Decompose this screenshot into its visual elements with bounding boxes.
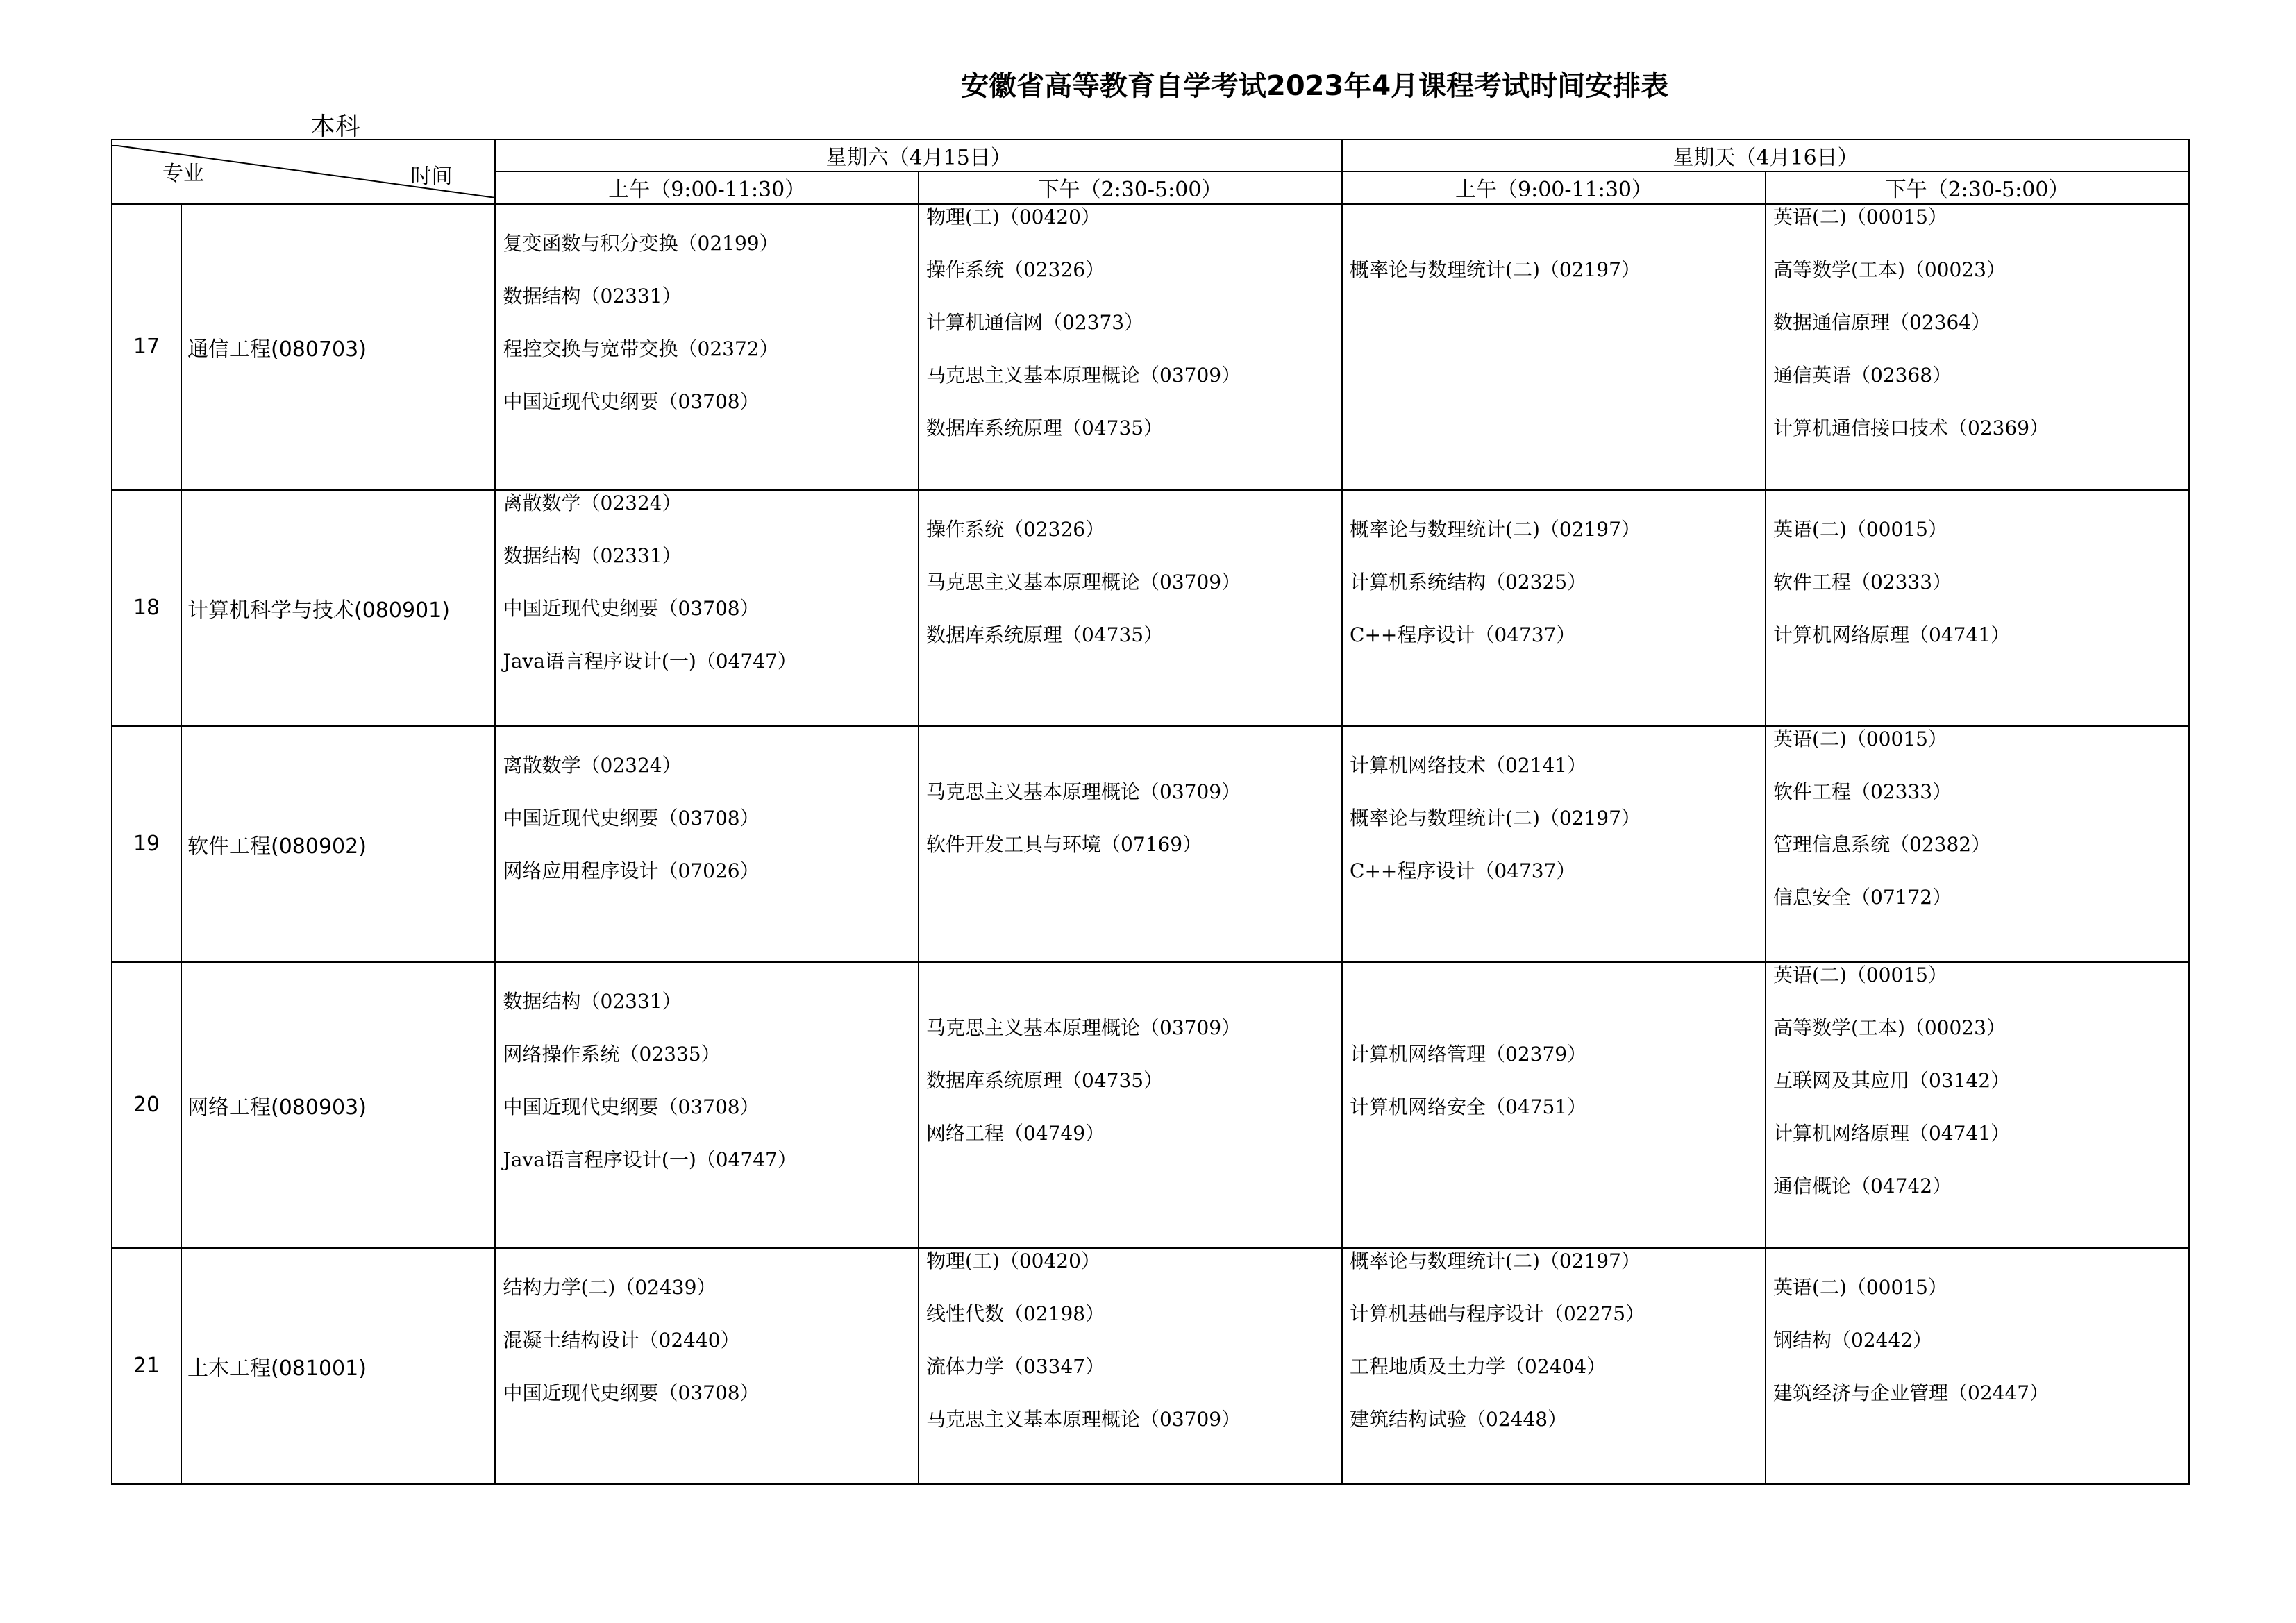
course-item: 操作系统（02326） <box>926 517 1105 541</box>
slot-cell-sat-pm <box>919 204 1342 490</box>
slot-cell-sun-pm <box>1766 1248 2189 1484</box>
corner-label-major: 专业 <box>162 162 204 187</box>
course-list <box>1766 949 2188 1213</box>
course-item: 网络操作系统（02335） <box>503 1042 721 1066</box>
page-title: 安徽省高等教育自学考试2023年4月课程考试时间安排表 <box>961 70 1669 102</box>
slot-cell-sat-am <box>495 490 919 726</box>
course-item: 高等数学(工本)（00023） <box>1773 1016 2006 1039</box>
course-list <box>1766 191 2188 455</box>
course-list <box>1343 244 1765 296</box>
row-number: 20 <box>112 962 181 1248</box>
course-item: 钢结构（02442） <box>1773 1328 1933 1352</box>
slot-cell-sun-am <box>1342 1248 1766 1484</box>
slot-header-sun-pm: 下午（2:30-5:00） <box>1766 171 2189 204</box>
course-list <box>919 191 1341 455</box>
course-item: 计算机基础与程序设计（02275） <box>1350 1302 1645 1325</box>
course-item: 英语(二)（00015） <box>1773 1275 1947 1299</box>
course-item: 英语(二)（00015） <box>1773 517 1947 541</box>
slot-cell-sun-am <box>1342 490 1766 726</box>
course-item: 结构力学(二)（02439） <box>503 1275 717 1299</box>
course-item: C++程序设计（04737） <box>1350 623 1576 646</box>
course-list <box>919 503 1341 662</box>
course-item: 通信概论（04742） <box>1773 1174 1952 1197</box>
course-item: 计算机通信网（02373） <box>926 311 1144 334</box>
day-header-sunday: 星期天（4月16日） <box>1342 140 2189 171</box>
course-item: Java语言程序设计(一)（04747） <box>503 1147 797 1171</box>
course-item: 程控交换与宽带交换（02372） <box>503 337 779 360</box>
course-item: 概率论与数理统计(二)（02197） <box>1350 806 1641 830</box>
course-item: 建筑经济与企业管理（02447） <box>1773 1381 2050 1404</box>
schedule-table <box>111 139 2190 1485</box>
header-row-days <box>112 140 2189 171</box>
slot-cell-sat-am <box>495 1248 919 1484</box>
course-item: 中国近现代史纲要（03708） <box>503 596 760 620</box>
course-item: 高等数学(工本)（00023） <box>1773 258 2006 281</box>
course-item: 计算机网络安全（04751） <box>1350 1095 1587 1118</box>
row-number: 18 <box>112 490 181 726</box>
major-name: 网络工程(080903) <box>181 962 495 1248</box>
course-item: 概率论与数理统计(二)（02197） <box>1350 1249 1641 1272</box>
slot-header-sat-am: 上午（9:00-11:30） <box>495 171 919 204</box>
slot-cell-sat-pm <box>919 1248 1342 1484</box>
course-item: 数据结构（02331） <box>503 285 682 308</box>
row-number: 21 <box>112 1248 181 1484</box>
course-item: 网络工程（04749） <box>926 1121 1105 1145</box>
table-row <box>112 962 2189 1248</box>
course-item: 软件开发工具与环境（07169） <box>926 832 1203 856</box>
course-item: 计算机网络管理（02379） <box>1350 1042 1587 1066</box>
course-item: 物理(工)（00420） <box>926 205 1100 228</box>
course-item: 操作系统（02326） <box>926 258 1105 281</box>
slot-cell-sat-am <box>495 726 919 962</box>
slot-header-sat-pm: 下午（2:30-5:00） <box>919 171 1342 204</box>
slot-cell-sat-pm <box>919 962 1342 1248</box>
slot-cell-sat-am <box>495 962 919 1248</box>
corner-label-time: 时间 <box>410 165 453 190</box>
course-list <box>1343 739 1765 898</box>
course-item: 计算机网络技术（02141） <box>1350 753 1587 777</box>
course-item: 通信英语（02368） <box>1773 364 1952 387</box>
course-item: 复变函数与积分变换（02199） <box>503 232 779 255</box>
row-number: 19 <box>112 726 181 962</box>
major-name: 土木工程(081001) <box>181 1248 495 1484</box>
major-name: 计算机科学与技术(080901) <box>181 490 495 726</box>
course-item: 网络应用程序设计（07026） <box>503 859 760 882</box>
course-list <box>919 1002 1341 1160</box>
slot-cell-sun-pm <box>1766 490 2189 726</box>
slot-header-sun-am: 上午（9:00-11:30） <box>1342 171 1766 204</box>
slot-cell-sun-am <box>1342 962 1766 1248</box>
course-list <box>496 477 919 688</box>
course-list <box>496 1261 919 1420</box>
row-number: 17 <box>112 204 181 490</box>
course-list <box>1343 1235 1765 1446</box>
course-list <box>1766 503 2188 662</box>
course-item: 数据通信原理（02364） <box>1773 311 1991 334</box>
day-header-saturday: 星期六（4月15日） <box>495 140 1342 171</box>
slot-cell-sun-am <box>1342 726 1766 962</box>
course-item: 数据库系统原理（04735） <box>926 623 1164 646</box>
course-item: 英语(二)（00015） <box>1773 727 1947 750</box>
course-item: 马克思主义基本原理概论（03709） <box>926 364 1241 387</box>
slot-cell-sun-am <box>1342 204 1766 490</box>
course-item: 英语(二)（00015） <box>1773 205 1947 228</box>
level-label: 本科 <box>310 112 361 141</box>
course-list <box>1343 1028 1765 1134</box>
table-row <box>112 204 2189 490</box>
course-list <box>919 766 1341 871</box>
course-item: 数据结构（02331） <box>503 544 682 567</box>
course-item: 中国近现代史纲要（03708） <box>503 1095 760 1118</box>
slot-cell-sun-pm <box>1766 204 2189 490</box>
course-item: 混凝土结构设计（02440） <box>503 1328 740 1352</box>
course-item: 软件工程（02333） <box>1773 780 1952 803</box>
course-item: 管理信息系统（02382） <box>1773 832 1991 856</box>
course-item: 工程地质及土力学（02404） <box>1350 1354 1607 1378</box>
course-item: 马克思主义基本原理概论（03709） <box>926 780 1241 803</box>
slot-cell-sat-am <box>495 204 919 490</box>
slot-cell-sat-pm <box>919 490 1342 726</box>
course-list <box>496 975 919 1186</box>
course-item: 中国近现代史纲要（03708） <box>503 1381 760 1404</box>
corner-header-cell <box>112 140 495 204</box>
table-row <box>112 1248 2189 1484</box>
course-list <box>1343 503 1765 662</box>
course-list <box>1766 1261 2188 1420</box>
course-item: 流体力学（03347） <box>926 1354 1105 1378</box>
slot-cell-sun-pm <box>1766 962 2189 1248</box>
schedule-body <box>112 204 2189 1484</box>
course-item: 互联网及其应用（03142） <box>1773 1068 2011 1092</box>
course-item: 线性代数（02198） <box>926 1302 1105 1325</box>
course-item: 概率论与数理统计(二)（02197） <box>1350 258 1641 281</box>
course-item: 中国近现代史纲要（03708） <box>503 806 760 830</box>
course-item: 英语(二)（00015） <box>1773 963 1947 986</box>
course-list <box>919 1235 1341 1446</box>
course-item: 马克思主义基本原理概论（03709） <box>926 570 1241 594</box>
course-item: 计算机系统结构（02325） <box>1350 570 1587 594</box>
table-row <box>112 490 2189 726</box>
course-item: 离散数学（02324） <box>503 491 682 514</box>
course-list <box>1766 713 2188 924</box>
major-name: 通信工程(080703) <box>181 204 495 490</box>
course-item: 计算机通信接口技术（02369） <box>1773 417 2050 439</box>
slot-cell-sun-pm <box>1766 726 2189 962</box>
course-item: 马克思主义基本原理概论（03709） <box>926 1016 1241 1039</box>
course-item: 建筑结构试验（02448） <box>1350 1407 1568 1431</box>
course-item: 信息安全（07172） <box>1773 885 1952 909</box>
course-item: C++程序设计（04737） <box>1350 859 1576 882</box>
course-list <box>496 739 919 898</box>
course-item: 概率论与数理统计(二)（02197） <box>1350 517 1641 541</box>
course-item: 物理(工)（00420） <box>926 1249 1100 1272</box>
course-item: 中国近现代史纲要（03708） <box>503 390 760 413</box>
course-item: 离散数学（02324） <box>503 753 682 777</box>
course-item: 数据库系统原理（04735） <box>926 1068 1164 1092</box>
course-list <box>496 217 919 428</box>
course-item: 软件工程（02333） <box>1773 570 1952 594</box>
major-name: 软件工程(080902) <box>181 726 495 962</box>
slot-cell-sat-pm <box>919 726 1342 962</box>
course-item: 马克思主义基本原理概论（03709） <box>926 1407 1241 1431</box>
course-item: 数据结构（02331） <box>503 989 682 1013</box>
course-item: 计算机网络原理（04741） <box>1773 1121 2011 1145</box>
course-item: Java语言程序设计(一)（04747） <box>503 649 797 673</box>
course-item: 计算机网络原理（04741） <box>1773 623 2011 646</box>
table-row <box>112 726 2189 962</box>
course-item: 数据库系统原理（04735） <box>926 417 1164 439</box>
